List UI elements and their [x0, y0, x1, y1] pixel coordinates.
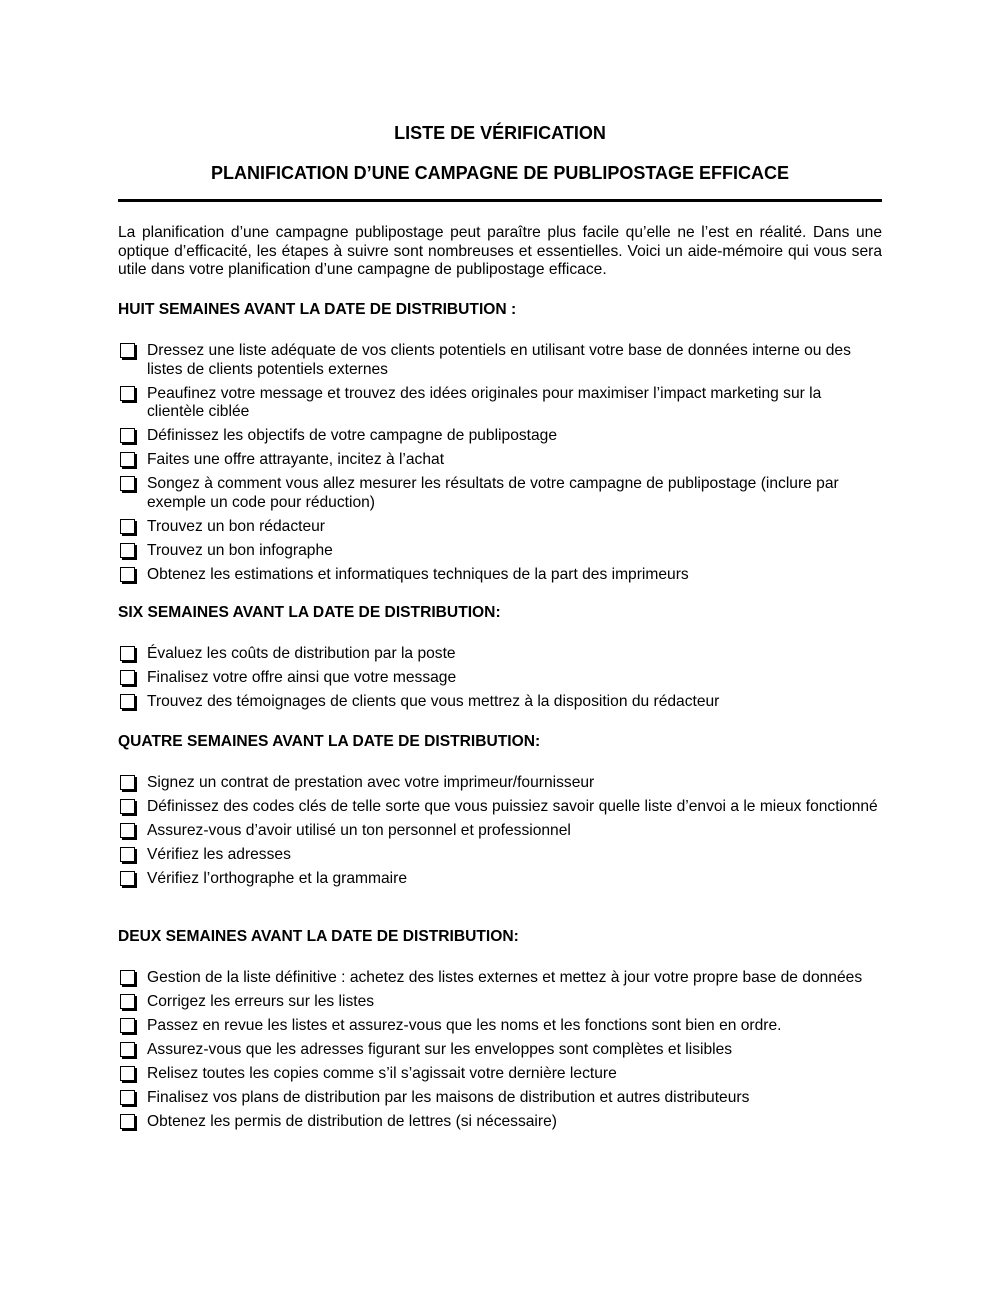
checklist-item: [118, 342, 882, 379]
checklist-item-text: Obtenez les permis de distribution de lettres (si nécessaire): [147, 1112, 557, 1130]
checklist-section: [118, 732, 882, 894]
checklist-item: [118, 969, 882, 988]
checklist-item-text: Vérifiez l’orthographe et la grammaire: [147, 869, 408, 887]
checklist: [118, 645, 882, 712]
checkbox-icon[interactable]: [120, 476, 135, 491]
checkbox-icon[interactable]: [120, 386, 135, 401]
checkbox-icon[interactable]: [120, 871, 135, 886]
checklist-item-text: Vérifiez les adresses: [147, 845, 291, 863]
title-divider: [118, 199, 882, 202]
checklist-item: [118, 822, 882, 841]
section-heading: SIX SEMAINES AVANT LA DATE DE DISTRIBUTION:: [118, 604, 501, 621]
checkbox-icon[interactable]: [120, 847, 135, 862]
checkbox-icon[interactable]: [120, 452, 135, 467]
checklist-item-text: Évaluez les coûts de distribution par la poste: [147, 645, 456, 662]
checklist-item-text: Trouvez un bon infographe: [147, 541, 333, 559]
checklist-section: [118, 300, 882, 590]
checklist-section: [118, 927, 882, 1137]
checklist-item: [118, 798, 882, 817]
checkbox-icon[interactable]: [120, 1114, 135, 1129]
checklist-section: [118, 603, 882, 717]
checkbox-icon[interactable]: [120, 970, 135, 985]
checklist-item: [118, 1017, 882, 1036]
checklist-item: [118, 475, 882, 512]
checklist-item-text: Finalisez vos plans de distribution par les maisons de distribution et autres distributeurs: [147, 1088, 750, 1106]
section-heading: QUATRE SEMAINES AVANT LA DATE DE DISTRIBUTION:: [118, 733, 541, 750]
document-subtitle: PLANIFICATION D’UNE CAMPAGNE DE PUBLIPOSTAGE EFFICACE: [210, 163, 789, 183]
checkbox-icon[interactable]: [120, 994, 135, 1009]
checklist-item: [118, 993, 882, 1012]
checklist-item-text: Signez un contrat de prestation avec votre imprimeur/fournisseur: [147, 774, 595, 791]
checklist-item-text: Songez à comment vous allez mesurer les résultats de votre campagne de publipostage (inclure par exemple un code pour réduction): [147, 475, 839, 511]
checkbox-icon[interactable]: [120, 543, 135, 558]
checklist: [118, 969, 882, 1132]
checklist-item: [118, 645, 882, 664]
checkbox-icon[interactable]: [120, 694, 135, 709]
checklist-item: [118, 542, 882, 561]
checklist-item-text: Corrigez les erreurs sur les listes: [147, 992, 375, 1010]
checklist-item: [118, 566, 882, 585]
checkbox-icon[interactable]: [120, 1018, 135, 1033]
checkbox-icon[interactable]: [120, 519, 135, 534]
checklist-item-text: Peaufinez votre message et trouvez des idées originales pour maximiser l’impact marketing sur la clientèle ciblée: [147, 384, 822, 421]
checklist-item: [118, 427, 882, 446]
checklist-item: [118, 1041, 882, 1060]
checklist-item-text: Définissez les objectifs de votre campagne de publipostage: [147, 427, 558, 445]
checklist-item: [118, 451, 882, 470]
checklist-item: [118, 385, 882, 422]
checkbox-icon[interactable]: [120, 428, 135, 443]
checkbox-icon[interactable]: [120, 343, 135, 358]
checklist-item: [118, 669, 882, 688]
checkbox-icon[interactable]: [120, 670, 135, 685]
checkbox-icon[interactable]: [120, 1090, 135, 1105]
checklist-item: [118, 1089, 882, 1108]
checklist-item-text: Assurez-vous d’avoir utilisé un ton personnel et professionnel: [147, 821, 571, 839]
checklist-item-text: Faites une offre attrayante, incitez à l’achat: [147, 451, 445, 469]
section-heading: HUIT SEMAINES AVANT LA DATE DE DISTRIBUTION :: [118, 301, 517, 318]
checklist-item-text: Assurez-vous que les adresses figurant sur les enveloppes sont complètes et lisibles: [147, 1040, 733, 1058]
section-heading: DEUX SEMAINES AVANT LA DATE DE DISTRIBUTION:: [118, 928, 519, 945]
checklist-item: [118, 846, 882, 865]
checklist-item-text: Relisez toutes les copies comme s’il s’agissait votre dernière lecture: [147, 1064, 617, 1082]
checklist-item-text: Définissez des codes clés de telle sorte que vous puissiez savoir quelle liste d’envoi a le mieux fonctionné: [147, 797, 878, 815]
checklist-item: [118, 693, 882, 712]
checklist-item-text: Finalisez votre offre ainsi que votre message: [147, 668, 457, 686]
checkbox-icon[interactable]: [120, 1066, 135, 1081]
checklist-item-text: Trouvez des témoignages de clients que vous mettrez à la disposition du rédacteur: [147, 692, 720, 710]
checklist: [118, 774, 882, 889]
intro-paragraph: La planification d’une campagne publipostage peut paraître plus facile qu’elle ne l’est en réalité. Dans une optique d’efficacité, les étapes à suivre sont nombreuses et essentielles. Voici un aide-mémoire qui vous sera utile dans votre planification d’une campagne de publipostage efficace.: [118, 224, 882, 279]
checkbox-icon[interactable]: [120, 1042, 135, 1057]
document-title: LISTE DE VÉRIFICATION: [394, 123, 606, 143]
checklist-item: [118, 1113, 882, 1132]
checklist-item: [118, 870, 882, 889]
checklist-item-text: Passez en revue les listes et assurez-vous que les noms et les fonctions sont bien en ordre.: [147, 1016, 782, 1034]
checkbox-icon[interactable]: [120, 799, 135, 814]
checkbox-icon[interactable]: [120, 823, 135, 838]
checklist-item-text: Dressez une liste adéquate de vos clients potentiels en utilisant votre base de données interne ou des listes de clients potentiels externes: [147, 342, 851, 378]
checklist-item-text: Obtenez les estimations et informatiques techniques de la part des imprimeurs: [147, 565, 689, 583]
checklist-item: [118, 518, 882, 537]
checkbox-icon[interactable]: [120, 775, 135, 790]
checklist: [118, 342, 882, 584]
checkbox-icon[interactable]: [120, 567, 135, 582]
checklist-item-text: Gestion de la liste définitive : achetez des listes externes et mettez à jour votre propre base de données: [147, 969, 863, 986]
checklist-item-text: Trouvez un bon rédacteur: [147, 517, 325, 535]
checkbox-icon[interactable]: [120, 646, 135, 661]
checklist-item: [118, 1065, 882, 1084]
checklist-item: [118, 774, 882, 793]
